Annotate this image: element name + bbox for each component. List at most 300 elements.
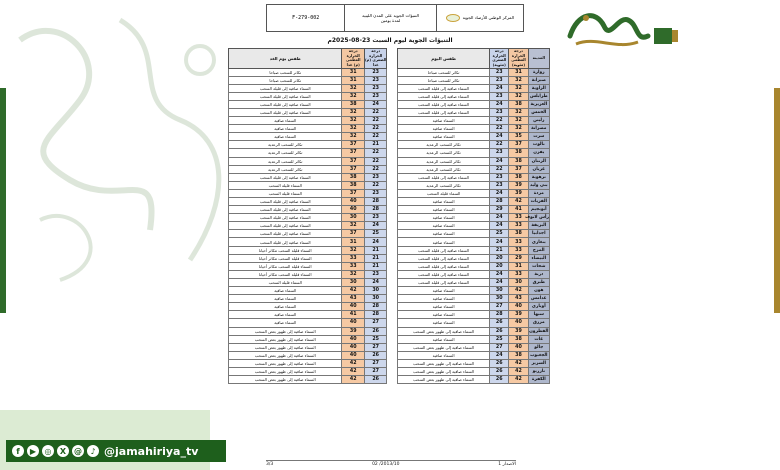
row-tomorrow-weather: السماء صافية إلى ظهور بعض السحب — [229, 376, 342, 384]
row-gap — [387, 117, 398, 125]
row-tomorrow-weather: السماء صافية إلى ظهور بعض السحب — [229, 343, 342, 351]
row-tomorrow-weather: السماء صافية — [229, 295, 342, 303]
table-row — [229, 214, 550, 222]
row-tomorrow-weather: السماء صافية إلى قليلة السحب — [229, 238, 342, 246]
row-tomorrow-weather: السماء صافية إلى قليلة السحب — [229, 198, 342, 206]
row-today-max: 32 — [509, 92, 528, 100]
row-tomorrow-min: 21 — [364, 262, 386, 270]
row-city: الكفرة — [528, 376, 549, 384]
row-tomorrow-weather: السماء صافية إلى ظهور بعض السحب — [229, 335, 342, 343]
row-tomorrow-weather: تكاثر للسحب الرعدية — [229, 157, 342, 165]
table-row — [229, 303, 550, 311]
row-today-min: 24 — [490, 100, 509, 108]
row-tomorrow-min: 23 — [364, 76, 386, 84]
header-title-line2: لمدة يومين — [380, 18, 401, 23]
row-tomorrow-min: 23 — [364, 189, 386, 197]
row-today-weather: السماء صافية — [398, 198, 490, 206]
row-gap — [387, 173, 398, 181]
row-tomorrow-max: 40 — [342, 343, 364, 351]
row-city: المرج — [528, 246, 549, 254]
row-today-min: 27 — [490, 303, 509, 311]
table-row — [229, 198, 550, 206]
row-city: غدامس — [528, 295, 549, 303]
row-today-min: 29 — [490, 206, 509, 214]
tiktok-icon[interactable]: ♪ — [87, 445, 99, 457]
row-tomorrow-min: 21 — [364, 254, 386, 262]
table-row — [229, 335, 550, 343]
header-title — [344, 5, 435, 31]
table-row — [229, 376, 550, 384]
row-city: درنة — [528, 270, 549, 278]
table-row — [229, 278, 550, 286]
row-tomorrow-max: 32 — [342, 125, 364, 133]
row-city: تازربو — [528, 367, 549, 375]
table-row — [229, 327, 550, 335]
row-city: صبراتة — [528, 76, 549, 84]
row-today-min: 26 — [490, 367, 509, 375]
row-city: السرير — [528, 359, 549, 367]
row-today-max: 39 — [509, 189, 528, 197]
row-today-weather: السماء صافية — [398, 117, 490, 125]
table-row — [229, 125, 550, 133]
row-city: سبها — [528, 311, 549, 319]
row-gap — [387, 165, 398, 173]
row-tomorrow-weather: السماء صافية إلى قليلة السحب — [229, 108, 342, 116]
row-today-min: 24 — [490, 351, 509, 359]
row-tomorrow-max: 32 — [342, 117, 364, 125]
row-today-min: 26 — [490, 359, 509, 367]
row-tomorrow-min: 26 — [364, 351, 386, 359]
document-footer — [266, 460, 516, 468]
row-today-min: 25 — [490, 230, 509, 238]
table-row — [229, 246, 550, 254]
footer-date: 2013/10/ 02 — [372, 462, 400, 467]
row-tomorrow-min: 23 — [364, 214, 386, 222]
table-row — [229, 189, 550, 197]
organization-name: المركز الوطني للأرصاد الجوية — [462, 15, 515, 21]
row-tomorrow-max: 40 — [342, 303, 364, 311]
row-tomorrow-weather: السماء صافية إلى قليلة السحب — [229, 206, 342, 214]
row-tomorrow-max: 40 — [342, 351, 364, 359]
table-row — [229, 287, 550, 295]
row-city: جالو — [528, 343, 549, 351]
row-gap — [387, 359, 398, 367]
row-tomorrow-weather: السماء قليلة السحب — [229, 181, 342, 189]
row-tomorrow-min: 26 — [364, 327, 386, 335]
row-today-weather: السماء صافية — [398, 125, 490, 133]
row-gap — [387, 287, 398, 295]
row-city: العزيزية — [528, 100, 549, 108]
row-tomorrow-min: 22 — [364, 108, 386, 116]
row-tomorrow-min: 26 — [364, 376, 386, 384]
row-gap — [387, 214, 398, 222]
table-row — [229, 68, 550, 76]
row-tomorrow-max: 37 — [342, 157, 364, 165]
row-tomorrow-min: 23 — [364, 270, 386, 278]
row-gap — [387, 270, 398, 278]
row-today-max: 37 — [509, 141, 528, 149]
table-row — [229, 262, 550, 270]
x-icon[interactable]: X — [57, 445, 69, 457]
header-title-line1: التنبؤات الجوية على المدن الليبية — [362, 12, 419, 18]
row-tomorrow-weather: تكاثر للسحب الرعدية — [229, 165, 342, 173]
row-tomorrow-min: 21 — [364, 246, 386, 254]
row-today-min: 24 — [490, 133, 509, 141]
col-today-weather: طقس اليوم — [398, 49, 490, 69]
row-today-weather: السماء صافية إلى ظهور بعض السحب — [398, 327, 490, 335]
row-city: سرت — [528, 133, 549, 141]
row-city: غريان — [528, 165, 549, 173]
table-row — [229, 76, 550, 84]
row-gap — [387, 92, 398, 100]
row-today-min: 30 — [490, 295, 509, 303]
forecast-table-body — [229, 68, 550, 384]
row-tomorrow-weather: السماء صافية إلى ظهور بعض السحب — [229, 327, 342, 335]
row-tomorrow-weather: السماء قليلة السحب تتكاثر أحيانا — [229, 262, 342, 270]
row-city: زليتن — [528, 117, 549, 125]
document-header — [266, 4, 524, 32]
row-gap — [387, 76, 398, 84]
row-today-weather: السماء صافية — [398, 133, 490, 141]
row-today-max: 31 — [509, 262, 528, 270]
row-city: بني وليد — [529, 182, 548, 188]
row-today-max: 42 — [509, 367, 528, 375]
row-tomorrow-min: 28 — [364, 303, 386, 311]
social-handle[interactable]: @jamahiriya_tv — [104, 444, 199, 458]
row-city: القريات — [528, 198, 549, 206]
row-tomorrow-weather: السماء قليلة السحب تتكاثر أحيانا — [229, 270, 342, 278]
row-today-weather: السماء صافية — [398, 351, 490, 359]
row-tomorrow-min: 28 — [364, 311, 386, 319]
row-tomorrow-max: 32 — [342, 108, 364, 116]
row-today-max: 40 — [509, 343, 528, 351]
row-gap — [387, 351, 398, 359]
row-today-min: 24 — [490, 189, 509, 197]
row-tomorrow-weather: تكاثر للسحب الرعدية — [229, 149, 342, 157]
row-today-weather: تكاثر للسحب الرعدية — [398, 141, 490, 149]
table-row — [229, 157, 550, 165]
row-tomorrow-weather: السماء صافية — [229, 319, 342, 327]
row-today-min: 20 — [490, 262, 509, 270]
table-row — [229, 270, 550, 278]
row-today-min: 23 — [490, 68, 509, 76]
row-gap — [387, 254, 398, 262]
row-today-min: 24 — [490, 238, 509, 246]
row-today-max: 39 — [509, 311, 528, 319]
forecast-document — [226, 0, 554, 470]
table-row — [229, 222, 550, 230]
row-today-min: 20 — [490, 254, 509, 262]
row-gap — [387, 68, 398, 76]
row-today-min: 24 — [490, 157, 509, 165]
row-city: طبرق — [528, 278, 549, 286]
row-today-min: 22 — [490, 117, 509, 125]
row-city: بنغازي — [528, 238, 549, 246]
table-row — [229, 149, 550, 157]
row-today-weather: السماء صافية إلى ظهور بعض السحب — [398, 359, 490, 367]
table-row — [229, 343, 550, 351]
form-code: F-279-002 — [292, 14, 320, 21]
row-tomorrow-weather: السماء صافية — [229, 303, 342, 311]
col-today-min: درجة الحرارة الصغرى (مئوية) — [490, 49, 509, 69]
row-today-max: 33 — [509, 222, 528, 230]
row-tomorrow-weather: السماء صافية — [229, 311, 342, 319]
row-today-weather: تكاثر للسحب الرعدية — [398, 165, 490, 173]
row-tomorrow-weather: السماء صافية — [229, 125, 342, 133]
row-today-max: 33 — [509, 270, 528, 278]
row-today-max: 38 — [509, 100, 528, 108]
row-today-max: 38 — [509, 173, 528, 181]
row-tomorrow-weather: السماء قليلة السحب — [229, 189, 342, 197]
col-tomorrow-max: درجة الحرارة العظمى (م) غدا — [342, 49, 364, 69]
table-row — [229, 100, 550, 108]
row-today-max: 38 — [509, 157, 528, 165]
row-tomorrow-max: 38 — [342, 100, 364, 108]
row-today-max: 40 — [509, 303, 528, 311]
row-tomorrow-max: 32 — [342, 246, 364, 254]
col-tomorrow-min: درجة الحرارة الصغرى (م) غدا — [364, 49, 387, 67]
row-tomorrow-weather: السماء صافية إلى قليلة السحب — [229, 222, 342, 230]
row-tomorrow-max: 37 — [342, 149, 364, 157]
row-tomorrow-max: 42 — [342, 287, 364, 295]
row-today-min: 24 — [490, 222, 509, 230]
facebook-icon[interactable]: f — [12, 445, 24, 457]
table-row — [229, 173, 550, 181]
row-tomorrow-min: 25 — [364, 335, 386, 343]
row-today-max: 38 — [509, 230, 528, 238]
table-row — [229, 359, 550, 367]
row-today-weather: السماء صافية إلى قليلة السحب — [398, 84, 490, 92]
row-tomorrow-min: 23 — [364, 173, 386, 181]
row-tomorrow-min: 28 — [364, 198, 386, 206]
row-today-weather: السماء صافية إلى قليلة السحب — [398, 270, 490, 278]
col-today-max: درجة الحرارة العظمى (مئوية) — [509, 49, 528, 69]
row-today-weather: السماء قليلة السحب — [398, 189, 490, 197]
row-city: القطرون — [529, 328, 549, 334]
row-tomorrow-max: 37 — [342, 189, 364, 197]
row-city: زوارة — [528, 68, 549, 76]
row-city: الخمس — [528, 108, 549, 116]
row-tomorrow-weather: السماء قليلة السحب — [229, 278, 342, 286]
row-tomorrow-weather: السماء صافية إلى ظهور بعض السحب — [229, 359, 342, 367]
row-tomorrow-weather: السماء صافية — [229, 287, 342, 295]
row-tomorrow-max: 40 — [342, 198, 364, 206]
row-today-weather: السماء صافية — [398, 311, 490, 319]
table-header-row — [229, 49, 550, 69]
row-tomorrow-weather: السماء قليلة السحب تتكاثر أحيانا — [229, 246, 342, 254]
row-tomorrow-weather: تكاثر للسحب صباحا — [229, 76, 342, 84]
row-today-weather: السماء صافية إلى قليلة السحب — [398, 108, 490, 116]
row-gap — [387, 189, 398, 197]
row-today-max: 43 — [509, 295, 528, 303]
row-today-weather: السماء صافية — [398, 287, 490, 295]
row-tomorrow-min: 30 — [364, 287, 386, 295]
row-today-max: 42 — [509, 287, 528, 295]
row-city: أبونجيم — [528, 206, 549, 214]
row-today-weather: السماء صافية إلى قليلة السحب — [398, 254, 490, 262]
row-city: ترهونة — [528, 173, 549, 181]
row-tomorrow-max: 30 — [342, 278, 364, 286]
row-city: الزنتان — [528, 157, 549, 165]
row-today-weather: السماء صافية إلى قليلة السحب — [398, 246, 490, 254]
table-row — [229, 92, 550, 100]
row-today-max: 33 — [509, 246, 528, 254]
row-gap — [387, 238, 398, 246]
row-tomorrow-max: 40 — [342, 335, 364, 343]
row-tomorrow-max: 32 — [342, 92, 364, 100]
row-gap — [387, 327, 398, 335]
row-today-weather: تكاثر للسحب صباحا — [398, 76, 490, 84]
row-today-max: 38 — [509, 351, 528, 359]
row-city: الجغبوب — [528, 351, 549, 359]
row-today-min: 24 — [490, 84, 509, 92]
row-tomorrow-weather: السماء صافية إلى ظهور بعض السحب — [229, 351, 342, 359]
channel-logo — [566, 6, 681, 50]
document-title: التنبؤات الجوية ليوم السبت 23-08-2025م — [327, 37, 453, 44]
youtube-icon[interactable]: ▶ — [27, 445, 39, 457]
row-city: يفرن — [528, 149, 549, 157]
row-tomorrow-min: 25 — [364, 230, 386, 238]
row-tomorrow-max: 41 — [342, 311, 364, 319]
row-tomorrow-max: 31 — [342, 76, 364, 84]
row-today-max: 38 — [509, 335, 528, 343]
row-today-weather: السماء صافية إلى قليلة السحب — [398, 173, 490, 181]
row-today-max: 32 — [509, 108, 528, 116]
row-gap — [387, 278, 398, 286]
row-tomorrow-min: 27 — [364, 319, 386, 327]
row-gap — [387, 311, 398, 319]
row-today-weather: السماء صافية — [398, 335, 490, 343]
table-row — [229, 230, 550, 238]
row-gap — [387, 206, 398, 214]
row-today-weather: السماء صافية — [398, 319, 490, 327]
row-today-min: 26 — [490, 376, 509, 384]
row-tomorrow-weather: السماء صافية إلى ظهور بعض السحب — [229, 367, 342, 375]
table-row — [229, 367, 550, 375]
row-today-min: 22 — [490, 125, 509, 133]
table-row — [229, 165, 550, 173]
footer-page: 3/3 — [266, 462, 274, 467]
table-row — [229, 351, 550, 359]
table-row — [229, 181, 550, 189]
meteorology-logo-icon — [446, 14, 460, 22]
row-gap — [387, 125, 398, 133]
row-tomorrow-min: 24 — [364, 222, 386, 230]
row-today-max: 37 — [509, 165, 528, 173]
row-today-weather: السماء صافية إلى قليلة السحب — [398, 278, 490, 286]
row-tomorrow-min: 24 — [364, 238, 386, 246]
row-today-max: 35 — [509, 133, 528, 141]
row-tomorrow-max: 38 — [342, 173, 364, 181]
row-city: غات — [528, 335, 549, 343]
row-tomorrow-min: 23 — [364, 92, 386, 100]
row-today-max: 42 — [509, 376, 528, 384]
row-gap — [387, 246, 398, 254]
row-city: نالوت — [528, 141, 549, 149]
row-tomorrow-max: 43 — [342, 295, 364, 303]
row-gap — [387, 198, 398, 206]
row-today-min: 27 — [490, 343, 509, 351]
row-tomorrow-max: 37 — [342, 230, 364, 238]
row-today-max: 31 — [509, 68, 528, 76]
row-tomorrow-max: 32 — [342, 222, 364, 230]
row-tomorrow-min: 23 — [364, 68, 386, 76]
row-today-weather: السماء صافية إلى ظهور بعض السحب — [398, 343, 490, 351]
row-today-min: 21 — [490, 246, 509, 254]
row-today-max: 30 — [509, 278, 528, 286]
social-bar — [6, 440, 226, 462]
row-city: طرابلس — [529, 93, 548, 99]
row-today-max: 38 — [509, 149, 528, 157]
table-row — [229, 108, 550, 116]
row-city: أوباري — [528, 303, 549, 311]
row-today-min: 24 — [490, 214, 509, 222]
calligraphy-watermark — [0, 0, 250, 300]
row-today-weather: السماء صافية — [398, 206, 490, 214]
row-today-weather: تكاثر للسحب الرعدية — [398, 181, 490, 189]
row-today-min: 24 — [490, 278, 509, 286]
row-today-max: 39 — [509, 181, 528, 189]
row-tomorrow-min: 27 — [364, 343, 386, 351]
row-today-min: 26 — [490, 319, 509, 327]
row-tomorrow-min: 22 — [364, 149, 386, 157]
table-row — [229, 311, 550, 319]
row-today-max: 42 — [509, 359, 528, 367]
row-tomorrow-min: 22 — [364, 181, 386, 189]
col-tomorrow-weather: طقس يوم الغد — [229, 49, 342, 69]
table-row — [229, 295, 550, 303]
row-tomorrow-weather: السماء صافية — [229, 133, 342, 141]
row-today-max: 33 — [509, 238, 528, 246]
row-tomorrow-max: 40 — [342, 206, 364, 214]
row-today-min: 28 — [490, 198, 509, 206]
row-today-min: 26 — [490, 327, 509, 335]
row-city: الزاوية — [528, 84, 549, 92]
row-tomorrow-weather: السماء صافية إلى قليلة السحب — [229, 92, 342, 100]
col-city: المدينة — [528, 49, 549, 69]
row-today-min: 25 — [490, 335, 509, 343]
row-today-max: 41 — [509, 206, 528, 214]
row-tomorrow-max: 33 — [342, 254, 364, 262]
row-tomorrow-max: 32 — [342, 133, 364, 141]
row-today-weather: السماء صافية إلى قليلة السحب — [398, 92, 490, 100]
row-today-max: 32 — [509, 117, 528, 125]
row-today-max: 32 — [509, 76, 528, 84]
row-city: البريقة — [528, 222, 549, 230]
instagram-icon[interactable]: ◎ — [42, 445, 54, 457]
row-city: رأس لانوف — [525, 215, 549, 221]
row-tomorrow-min: 30 — [364, 295, 386, 303]
row-tomorrow-max: 38 — [342, 181, 364, 189]
row-tomorrow-weather: تكاثر للسحب صباحا — [229, 68, 342, 76]
row-gap — [387, 262, 398, 270]
row-gap — [387, 230, 398, 238]
row-tomorrow-weather: السماء صافية إلى قليلة السحب — [229, 230, 342, 238]
row-today-weather: تكاثر للسحب صباحا — [398, 68, 490, 76]
row-gap — [387, 335, 398, 343]
row-tomorrow-max: 37 — [342, 141, 364, 149]
row-tomorrow-max: 37 — [342, 165, 364, 173]
row-tomorrow-weather: السماء صافية إلى قليلة السحب — [229, 173, 342, 181]
row-today-max: 40 — [509, 319, 528, 327]
row-gap — [387, 108, 398, 116]
row-today-weather: السماء صافية إلى قليلة السحب — [398, 262, 490, 270]
row-tomorrow-min: 22 — [364, 157, 386, 165]
row-today-max: 33 — [509, 214, 528, 222]
row-today-weather: السماء صافية — [398, 222, 490, 230]
row-tomorrow-weather: السماء قليلة السحب تتكاثر أحيانا — [229, 254, 342, 262]
threads-icon[interactable]: @ — [74, 446, 82, 456]
